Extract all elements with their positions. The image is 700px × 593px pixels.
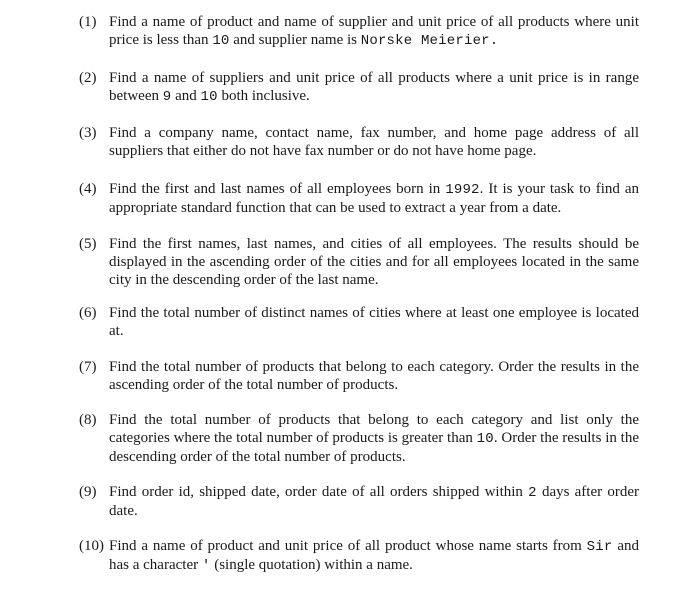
code-value: 1992 <box>445 182 480 198</box>
question-9 <box>79 483 639 520</box>
question-number: (7) <box>79 359 97 375</box>
code-value: 2 <box>528 485 537 501</box>
question-10 <box>79 537 639 575</box>
text-run: . Order the results in the descending order of the total number of products. <box>109 430 639 465</box>
text-run: Find the total number of distinct names of cities where at least one employee is located at. <box>109 305 639 339</box>
code-value: 10 <box>200 89 218 105</box>
text-run: both inclusive. <box>217 88 310 104</box>
question-number: (6) <box>79 305 97 321</box>
text-run: Find a name of suppliers and unit price of all products where a unit price is in range between <box>109 70 639 104</box>
text-run: Find the total number of products that belong to each category. Order the results in the ascending order of the total number of products. <box>109 359 639 393</box>
question-number: (9) <box>79 484 97 500</box>
question-text <box>109 411 639 466</box>
question-7 <box>79 358 639 394</box>
text-run: and supplier name is <box>229 32 361 48</box>
question-number: (1) <box>79 14 97 30</box>
text-run: Find the first and last names of all employees born in <box>109 181 446 197</box>
question-text <box>109 69 639 106</box>
question-number: (5) <box>79 236 97 252</box>
question-8 <box>79 411 639 466</box>
question-1 <box>79 13 639 50</box>
question-2 <box>79 69 639 106</box>
text-run: Find order id, shipped date, order date of all orders shipped within <box>109 484 529 500</box>
question-number: (8) <box>79 412 97 428</box>
question-3 <box>79 124 639 160</box>
question-6 <box>79 304 639 340</box>
question-text <box>109 358 639 394</box>
text-run: Find the first names, last names, and cities of all employees. The results should be displayed in the ascending order of the cities and for all employees located in the same city in the descending order of the last name. <box>109 236 639 288</box>
question-number: (4) <box>79 181 97 197</box>
code-value: 10 <box>212 33 230 49</box>
code-value: Norske Meierier. <box>360 33 499 49</box>
question-text <box>109 124 639 160</box>
question-text <box>109 537 639 575</box>
text-run: Find a name of product and unit price of all product whose name starts from <box>109 538 587 554</box>
question-text <box>109 483 639 520</box>
question-number: (3) <box>79 125 97 141</box>
text-run: and has a character <box>109 538 639 573</box>
question-text <box>109 304 639 340</box>
text-run: Find a name of product and name of supplier and unit price of all products where unit price is less than <box>109 14 639 48</box>
text-run: and <box>171 88 201 104</box>
text-run: . It is your task to find an appropriate standard function that can be used to extract a year from a date. <box>109 181 639 216</box>
question-4 <box>79 180 639 217</box>
code-value: 9 <box>162 89 172 105</box>
question-text <box>109 235 639 289</box>
question-number: (10) <box>79 538 104 554</box>
code-value: ' <box>201 558 211 574</box>
code-value: 10 <box>476 431 494 447</box>
question-5 <box>79 235 639 289</box>
question-text <box>109 13 639 50</box>
text-run: Find a company name, contact name, fax number, and home page address of all suppliers that either do not have fax number or do not have home page. <box>109 125 639 159</box>
text-run: (single quotation) within a name. <box>210 557 413 573</box>
code-value: Sir <box>586 539 613 555</box>
question-number: (2) <box>79 70 97 86</box>
text-run: days after order date. <box>109 484 639 519</box>
question-text <box>109 180 639 217</box>
text-run: Find the total number of products that belong to each category and list only the categories where the total number of products is greater than <box>109 412 639 446</box>
